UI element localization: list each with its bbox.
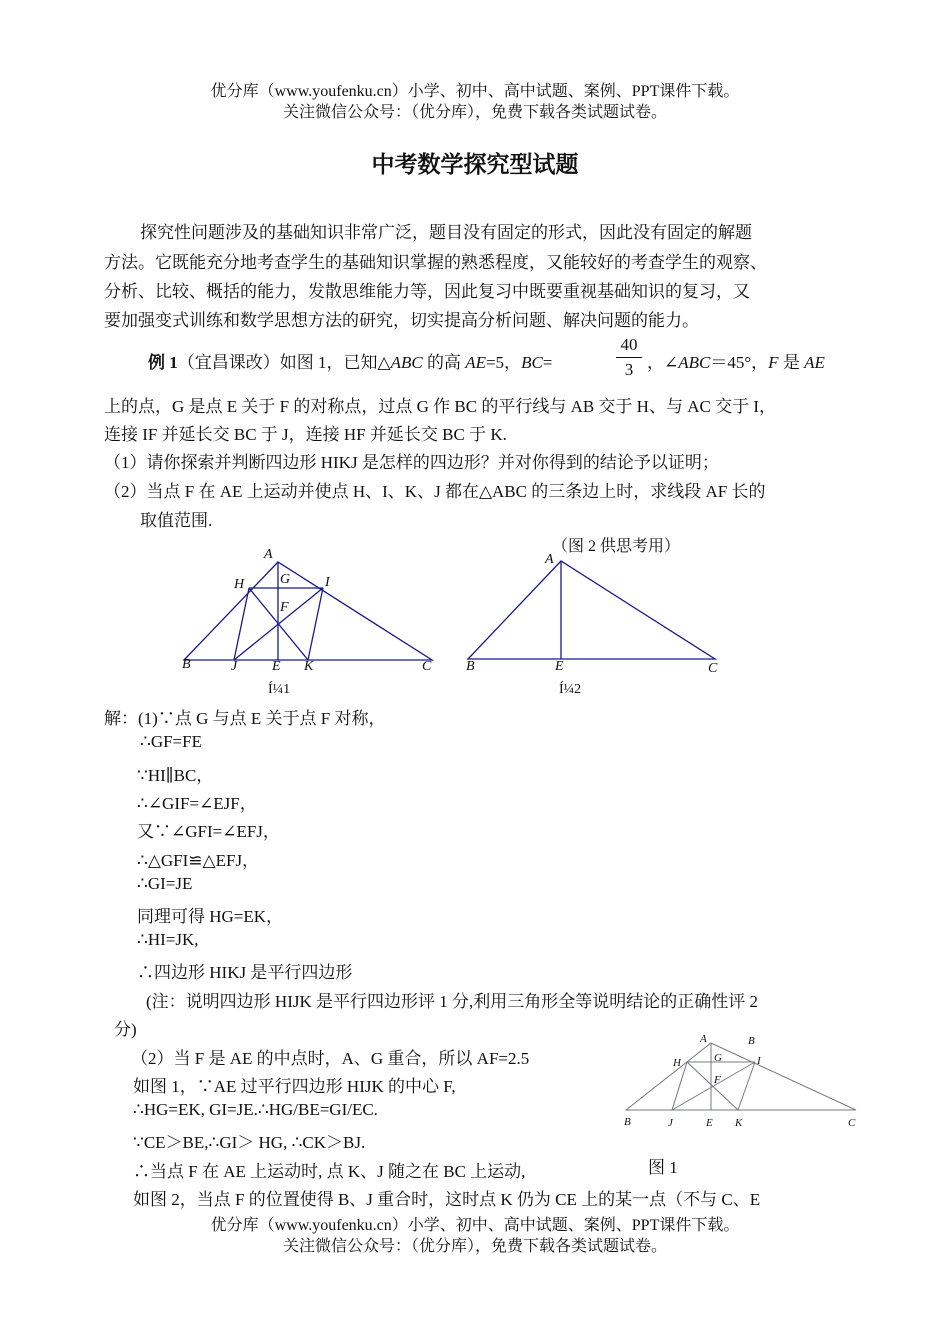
solution-line-9: ∴HI=JK,: [137, 930, 199, 949]
fig1-label-b: B: [182, 657, 191, 672]
fig1-caption: Í¼1: [268, 682, 291, 697]
fig1-label-i: I: [325, 575, 330, 590]
solution-line-16: ∵CE＞BE,∴GI＞ HG, ∴CK＞BJ.: [133, 1133, 366, 1152]
page-title: 中考数学探究型试题: [371, 152, 579, 178]
fig3-label-g: G: [714, 1052, 722, 1064]
header-line-2: 关注微信公众号：（优分库），免费下载各类试题试卷。: [282, 104, 667, 121]
figure-1: [170, 540, 450, 700]
intro-line-1: 探究性问题涉及的基础知识非常广泛，题目没有固定的形式，因此没有固定的解题: [140, 223, 752, 242]
fig3-label-e: E: [706, 1117, 713, 1129]
solution-line-8: 同理可得 HG=EK，: [137, 907, 284, 926]
fraction-40-3: 40 3: [616, 334, 642, 381]
fig2-label-a: A: [545, 552, 554, 567]
fig3-triangle: [626, 1043, 856, 1110]
solution-line-2: ∴GF=FE: [140, 732, 202, 751]
fig3-label-a: A: [700, 1033, 707, 1045]
example-label: 例 1: [148, 353, 178, 372]
solution-line-4: ∴∠GIF=∠EJF，: [137, 794, 257, 813]
solution-line-7: ∴GI=JE: [137, 874, 193, 893]
fig1-label-f: F: [280, 600, 289, 615]
fig1-label-e: E: [272, 659, 281, 674]
figure-2: [460, 545, 730, 700]
fig2-label-b: B: [466, 659, 475, 674]
fig3-label-h: H: [673, 1057, 681, 1069]
example-line-3: 连接 IF 并延长交 BC 于 J，连接 HF 并延长交 BC 于 K.: [104, 425, 507, 444]
figure-2-note: （图 2 供思考用）: [552, 538, 681, 555]
fig3-caption: 图 1: [648, 1158, 678, 1177]
fig3-segment-ik: [738, 1062, 755, 1110]
fig1-label-a: A: [264, 547, 273, 562]
question-1: （1）请你探索并判断四边形 HIKJ 是怎样的四边形？并对你得到的结论予以证明；: [104, 453, 719, 472]
fig3-label-b-top: B: [748, 1035, 755, 1047]
header-line-1: 优分库（www.youfenku.cn）小学、初中、高中试题、案例、PPT课件下载。: [210, 83, 740, 100]
example-line-1-tail: ，∠ABC＝45°，F 是 AE: [647, 353, 825, 372]
fig1-label-k: K: [304, 659, 314, 674]
solution-line-13: （2）当 F 是 AE 的中点时，A、G 重合，所以 AF=2.5: [131, 1049, 530, 1068]
fig2-label-c: C: [708, 661, 718, 676]
solution-line-5: 又∵∠GFI=∠EFJ，: [137, 822, 280, 841]
footer-line-1: 优分库（www.youfenku.cn）小学、初中、高中试题、案例、PPT课件下载。: [210, 1217, 740, 1234]
fig3-label-i: I: [757, 1055, 761, 1067]
fig1-label-h: H: [234, 577, 245, 592]
solution-line-3: ∵HI∥BC，: [137, 766, 214, 785]
question-2-line-1: （2）当点 F 在 AE 上运动并使点 H、I、K、J 都在△ABC 的三条边上时，求线段 AF 长的: [104, 482, 766, 501]
fig3-label-b: B: [624, 1116, 631, 1128]
fig3-label-c: C: [848, 1117, 856, 1129]
solution-note-line-1: (注：说明四边形 HIJK 是平行四边形评 1 分,利用三角形全等说明结论的正确性评 2: [146, 992, 758, 1011]
solution-line-17: ∴当点 F 在 AE 上运动时, 点 K、J 随之在 BC 上运动,: [133, 1162, 526, 1181]
fig3-label-f: F: [714, 1074, 721, 1086]
intro-line-4: 要加强变式训练和数学思想方法的研究，切实提高分析问题、解决问题的能力。: [104, 311, 699, 330]
solution-line-10: ∴四边形 HIKJ 是平行四边形: [137, 963, 353, 982]
fig1-triangle: [184, 562, 432, 660]
fig3-labels: [624, 1033, 856, 1129]
solution-line-1: 解：(1)∵点 G 与点 E 关于点 F 对称，: [104, 709, 386, 728]
solution-line-14: 如图 1，∵AE 过平行四边形 HIJK 的中心 F,: [133, 1077, 456, 1096]
fig2-triangle: [468, 561, 715, 659]
solution-note-line-2: 分): [114, 1020, 137, 1039]
fig3-segment-hk: [687, 1062, 738, 1110]
solution-line-15: ∴HG=EK, GI=JE.∴HG/BE=GI/EC.: [133, 1100, 378, 1119]
question-2-line-2: 取值范围.: [140, 511, 213, 530]
example-line-1: 例 1（宜昌课改）如图 1，已知△ABC 的高 AE=5，BC=: [148, 353, 553, 372]
fig1-label-g: G: [280, 572, 291, 587]
figure-3: [620, 1030, 870, 1185]
intro-line-2: 方法。它既能充分地考查学生的基础知识掌握的熟悉程度，又能较好的考查学生的观察、: [104, 253, 767, 272]
example-line-2: 上的点，G 是点 E 关于 F 的对称点，过点 G 作 BC 的平行线与 AB 交于 H、与 AC 交于 I，: [104, 397, 776, 416]
fig2-caption: Í¼2: [559, 682, 582, 697]
footer-line-2: 关注微信公众号：（优分库），免费下载各类试题试卷。: [282, 1238, 667, 1255]
solution-line-6: ∴△GFI≌△EFJ，: [137, 851, 260, 870]
intro-line-3: 分析、比较、概括的能力，发散思维能力等，因此复习中既要重视基础知识的复习，又: [104, 282, 750, 301]
fig2-label-e: E: [555, 659, 564, 674]
fig1-label-c: C: [422, 659, 432, 674]
fig1-labels: [182, 547, 432, 697]
solution-line-18: 如图 2，当点 F 的位置使得 B、J 重合时，这时点 K 仍为 CE 上的某一点（不与 C、E: [133, 1190, 761, 1209]
fig3-label-k: K: [735, 1117, 743, 1129]
fig1-label-j: J: [231, 659, 238, 674]
fig3-label-j: J: [668, 1117, 673, 1129]
fig2-labels: [466, 552, 718, 697]
